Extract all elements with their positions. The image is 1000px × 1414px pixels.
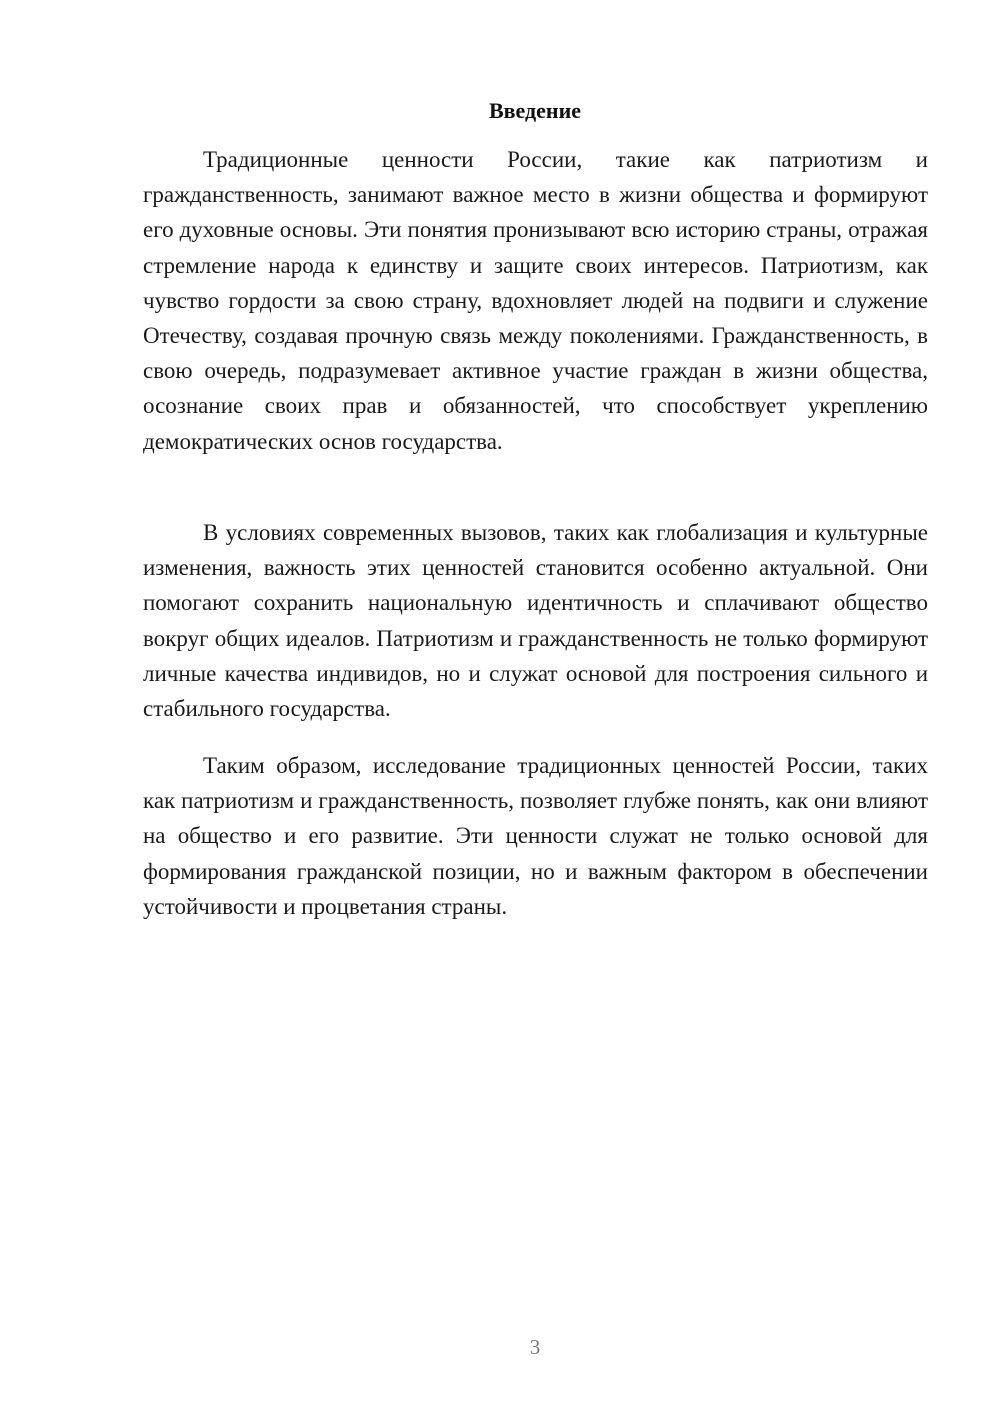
- paragraph-1: Традиционные ценности России, такие как патриотизм и гражданственность, занимают важное место в жизни общества и формируют его духовные основы. Эти понятия пронизывают всю историю страны, отражая стремление народа к единству и защите своих интересов. Патриотизм, как чувство гордости за свою страну, вдохновляет людей на подвиги и служение Отечеству, создавая прочную связь между поколениями. Гражданственность, в свою очередь, подразумевает активное участие граждан в жизни общества, осознание своих прав и обязанностей, что способствует укреплению демократических основ государства.: [143, 147, 928, 454]
- paragraph-3: Таким образом, исследование традиционных ценностей России, таких как патриотизм и гражданственность, позволяет глубже понять, как они влияют на общество и его развитие. Эти ценности служат не только основой для формирования гражданской позиции, но и важным фактором в обеспечении устойчивости и процветания страны.: [143, 753, 928, 919]
- page-number: 3: [529, 1335, 541, 1359]
- page-title: Введение: [488, 98, 582, 123]
- paragraph-2: В условиях современных вызовов, таких как глобализация и культурные изменения, важность этих ценностей становится особенно актуальной. Они помогают сохранить национальную идентичность и сплачивают общество вокруг общих идеалов. Патриотизм и гражданственность не только формируют личные качества индивидов, но и служат основой для построения сильного и стабильного государства.: [143, 520, 928, 722]
